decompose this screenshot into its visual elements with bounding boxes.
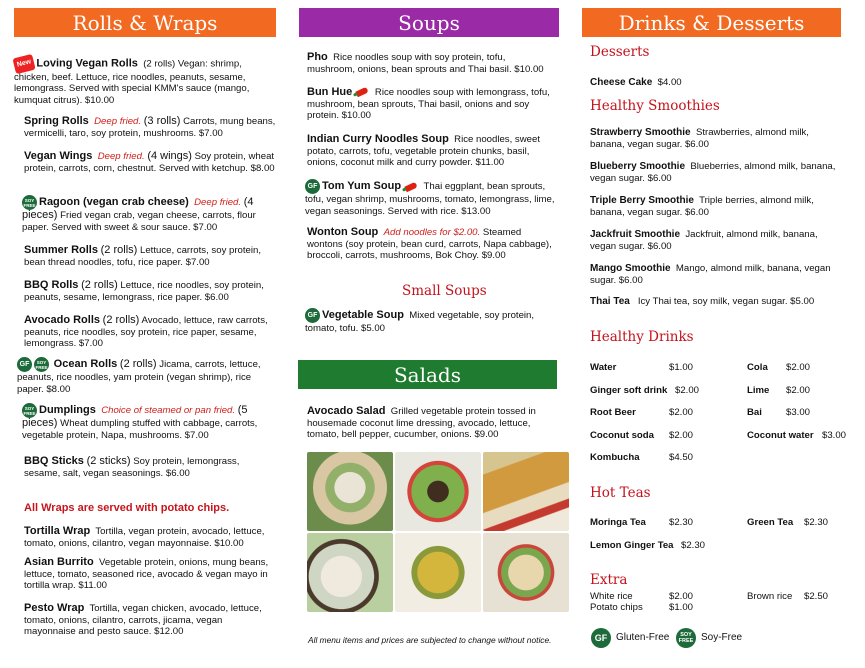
desserts-heading: Desserts bbox=[590, 44, 650, 60]
new-tag-icon: New bbox=[12, 54, 36, 74]
extra-row: Potato chips bbox=[590, 602, 643, 613]
drink-row: Kombucha bbox=[590, 452, 640, 463]
drink-price: $2.00 bbox=[786, 362, 811, 373]
smoothies-heading: Healthy Smoothies bbox=[590, 98, 720, 114]
hot-teas-heading: Hot Teas bbox=[590, 485, 651, 501]
extra-price: $2.50 bbox=[804, 591, 829, 602]
gluten-free-icon: GF bbox=[305, 308, 320, 323]
drink-row: Lemon Ginger Tea bbox=[590, 540, 674, 551]
drink-row: Green Tea bbox=[747, 517, 794, 528]
drink-price: $3.00 bbox=[786, 407, 811, 418]
extra-price: $1.00 bbox=[669, 602, 694, 613]
menu-item: New Loving Vegan Rolls (2 rolls) Vegan: shrimp, chicken, beef. Lettuce, rice noodles, peanuts, sesame, lemongrass. Served with special KMM's sauce (mango, kumquat citrus). $10.00 bbox=[14, 56, 276, 106]
menu-item: Avocado Salad Grilled vegetable protein tossed in housemade coconut lime dressing, avocado, lettuce, tomato, bell pepper, cucumber, onions. $9.00 bbox=[307, 405, 536, 441]
drink-price: $2.00 bbox=[786, 385, 811, 396]
food-photo-collage bbox=[307, 452, 569, 612]
drink-row: Coconut soda bbox=[590, 430, 654, 441]
gluten-free-icon: GF bbox=[305, 179, 320, 194]
menu-item: BBQ Rolls (2 rolls) Lettuce, rice noodles, soy protein, peanuts, sesame, lemongrass, rice paper. $6.00 bbox=[24, 279, 264, 303]
drink-price: $2.00 bbox=[669, 407, 694, 418]
salads-banner: Salads bbox=[298, 360, 557, 389]
drinks-desserts-banner: Drinks & Desserts bbox=[582, 8, 841, 37]
menu-item: Strawberry Smoothie Strawberries, almond milk, banana, vegan sugar. $6.00 bbox=[590, 127, 809, 150]
drink-row: Root Beer bbox=[590, 407, 636, 418]
soy-free-icon: SOY FREE bbox=[22, 403, 37, 418]
menu-item: Indian Curry Noodles Soup Rice noodles, sweet potato, carrots, tofu, vegetable protein chunks, basil, onions, coconut milk and curry powder. $11.00 bbox=[307, 133, 540, 169]
drink-row: Ginger soft drink bbox=[590, 385, 668, 396]
disclaimer-text: All menu items and prices are subjected to change without notice. bbox=[308, 635, 552, 645]
menu-item: SOY FREE Ragoon (vegan crab cheese) Deep fried. (4 pieces) Fried vegan crab, vegan cheese, carrots, flour paper. Served with sweet & sour sauce. $7.00 bbox=[22, 196, 256, 233]
drink-price: $3.00 bbox=[822, 430, 847, 441]
drink-price: $4.50 bbox=[669, 452, 694, 463]
drink-row: Lime bbox=[747, 385, 770, 396]
food-photo bbox=[483, 533, 569, 612]
menu-item: Vegan Wings Deep fried. (4 wings) Soy protein, wheat protein, carrots, corn, chestnut. Served with ketchup. $8.00 bbox=[24, 150, 275, 174]
food-photo bbox=[395, 452, 481, 531]
menu-item: Pho Rice noodles soup with soy protein, tofu, mushroom, onions, bean sprouts and Thai basil. $10.00 bbox=[307, 51, 544, 75]
menu-item: Tortilla Wrap Tortilla, vegan protein, avocado, lettuce, tomato, onions, cilantro, vegan mayonnaise. $10.00 bbox=[24, 525, 265, 549]
gluten-free-icon: GF bbox=[17, 357, 32, 372]
menu-item: SOY FREE Dumplings Choice of steamed or pan fried. (5 pieces) Wheat dumpling stuffed with cabbage, carrots, vegetable protein, Napa, mushrooms. $7.00 bbox=[22, 404, 258, 441]
drink-price: $2.00 bbox=[675, 385, 700, 396]
drink-price: $2.30 bbox=[669, 517, 694, 528]
drink-row: Moringa Tea bbox=[590, 517, 646, 528]
drink-price: $2.30 bbox=[804, 517, 829, 528]
menu-item: Thai Tea Icy Thai tea, soy milk, vegan sugar. $5.00 bbox=[590, 296, 815, 307]
menu-item: Wonton Soup Add noodles for $2.00. Steamed wontons (soy protein, bean curd, carrots, Napa cabbage), broccoli, carrots, mushrooms, Bok Choy. $9.00 bbox=[307, 226, 552, 262]
extra-heading: Extra bbox=[590, 572, 628, 588]
menu-item: Mango Smoothie Mango, almond milk, banana, vegan sugar. $6.00 bbox=[590, 263, 831, 286]
food-photo bbox=[395, 533, 481, 612]
extra-row: Brown rice bbox=[747, 591, 793, 602]
menu-item: GF Tom Yum Soup Thai eggplant, bean sprouts, tofu, vegan shrimp, mushrooms, tomato, lemongrass, lime, vegan seasonings. Served with rice. $13.00 bbox=[305, 180, 555, 217]
drink-price: $2.00 bbox=[669, 430, 694, 441]
soy-free-icon: SOY FREE bbox=[34, 357, 49, 372]
soy-free-icon: SOY FREE bbox=[676, 628, 696, 648]
menu-item: Blueberry Smoothie Blueberries, almond milk, banana, vegan sugar. $6.00 bbox=[590, 161, 836, 184]
gluten-free-icon: GF bbox=[591, 628, 611, 648]
menu-item: Summer Rolls (2 rolls) Lettuce, carrots, soy protein, bean thread noodles, tofu, rice paper. $7.00 bbox=[24, 244, 262, 268]
menu-item: BBQ Sticks (2 sticks) Soy protein, lemongrass, sesame, salt, vegan seasonings. $6.00 bbox=[24, 455, 240, 479]
chili-pepper-icon bbox=[404, 181, 417, 192]
menu-item: Triple Berry Smoothie Triple berries, almond milk, banana, vegan sugar. $6.00 bbox=[590, 195, 814, 218]
menu-item: Bun Hue Rice noodles soup with lemongrass, tofu, mushroom, bean sprouts, Thai basil, onions and soy protein. $10.00 bbox=[307, 86, 550, 122]
drink-row: Water bbox=[590, 362, 617, 373]
drink-price: $1.00 bbox=[669, 362, 694, 373]
menu-item: GF Vegetable Soup Mixed vegetable, soy protein, tomato, tofu. $5.00 bbox=[305, 309, 535, 334]
soy-free-legend: SOY FREE Soy-Free bbox=[676, 628, 742, 648]
wraps-note: All Wraps are served with potato chips. bbox=[24, 502, 230, 514]
food-photo bbox=[483, 452, 569, 531]
food-photo bbox=[307, 533, 393, 612]
menu-item: Jackfruit Smoothie Jackfruit, almond milk, banana, vegan sugar. $6.00 bbox=[590, 229, 818, 252]
drink-price: $2.30 bbox=[681, 540, 706, 551]
menu-item: Asian Burrito Vegetable protein, onions, mung beans, lettuce, tomato, seasoned rice, avocado & vegan mayo in tortilla wrap. $11.00 bbox=[24, 556, 269, 592]
drink-row: Bai bbox=[747, 407, 762, 418]
drink-row: Cola bbox=[747, 362, 768, 373]
soups-banner: Soups bbox=[299, 8, 559, 37]
menu-item: Pesto Wrap Tortilla, vegan chicken, avocado, lettuce, tomato, onions, cilantro, carrots, jicama, vegan mayonnaise and pesto sauce. $12.00 bbox=[24, 602, 262, 638]
menu-item: Spring Rolls Deep fried. (3 rolls) Carrots, mung beans, vermicelli, taro, soy protein, mushrooms. $7.00 bbox=[24, 115, 276, 139]
gluten-free-legend: GF Gluten-Free bbox=[591, 628, 669, 648]
extra-price: $2.00 bbox=[669, 591, 694, 602]
rolls-wraps-banner: Rolls & Wraps bbox=[14, 8, 276, 37]
soy-free-icon: SOY FREE bbox=[22, 195, 37, 210]
small-soups-heading: Small Soups bbox=[402, 283, 487, 299]
drink-row: Coconut water bbox=[747, 430, 814, 441]
food-photo bbox=[307, 452, 393, 531]
menu-item: Cheese Cake $4.00 bbox=[590, 77, 682, 88]
menu-item: Avocado Rolls (2 rolls) Avocado, lettuce, raw carrots, peanuts, rice noodles, soy protein, rice paper, sesame, lemongrass. $7.00 bbox=[24, 314, 268, 350]
menu-item: GF SOY FREE Ocean Rolls (2 rolls) Jicama, carrots, lettuce, peanuts, rice noodles, yam protein (vegan shrimp), rice paper. $8.00 bbox=[17, 358, 261, 395]
extra-row: White rice bbox=[590, 591, 633, 602]
healthy-drinks-heading: Healthy Drinks bbox=[590, 329, 694, 345]
chili-pepper-icon bbox=[356, 87, 369, 98]
